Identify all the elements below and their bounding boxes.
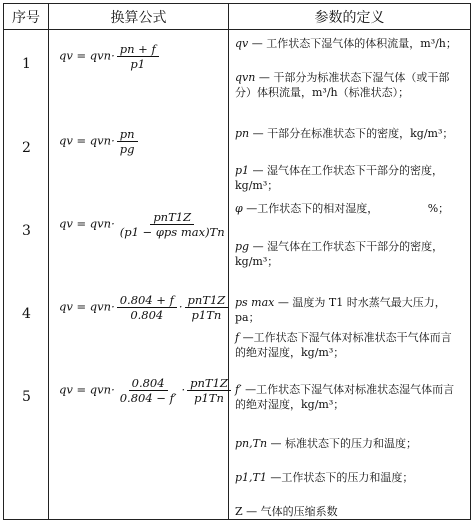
numerator-2: pnT1Z xyxy=(185,293,229,308)
definition-text: — 标准状态下的压力和温度； xyxy=(267,437,418,450)
definition-item xyxy=(235,382,462,412)
row-index: 2 xyxy=(22,140,31,156)
formula-lhs: qv = qvn· xyxy=(59,299,115,314)
definition-text: — 气体的压缩系数 xyxy=(242,505,338,518)
numerator: pn xyxy=(117,127,138,142)
definition-text: — 工作状态下湿气体的体积流量，m³/h； xyxy=(248,37,457,50)
formula-2 xyxy=(59,127,140,156)
header-index: 序号 xyxy=(4,4,49,30)
row-index: 1 xyxy=(22,56,31,72)
formula-1 xyxy=(59,42,161,71)
denominator-2: p1Tn xyxy=(194,391,224,405)
symbol: qv xyxy=(235,37,249,50)
definition-text: —工作状态下的压力和温度； xyxy=(266,471,414,484)
header-row xyxy=(4,4,471,30)
formula-lhs: qv = qvn· xyxy=(59,48,115,63)
numerator: 0.804 xyxy=(129,376,168,391)
symbol: ps max xyxy=(235,296,275,309)
definition-column xyxy=(229,30,471,520)
definition-text: — 湿气体在工作状态下干部分的密度，kg/m³； xyxy=(235,240,444,268)
definition-item xyxy=(235,36,462,51)
symbol: p1 xyxy=(235,164,250,177)
definition-text: — 干部分为标准状态下湿气体（或干部分）体积流量，m³/h（标准状态）； xyxy=(235,71,450,99)
body-row xyxy=(4,30,471,520)
index-column xyxy=(4,30,49,520)
symbol: φ xyxy=(235,202,243,215)
row-index: 3 xyxy=(22,223,31,239)
definition-item xyxy=(235,330,462,360)
denominator-2: p1Tn xyxy=(191,308,222,322)
symbol: pn xyxy=(235,127,250,140)
header-definition: 参数的定义 xyxy=(229,4,471,30)
denominator: 0.804 xyxy=(130,308,164,322)
definition-item xyxy=(235,70,462,100)
conversion-table xyxy=(3,3,471,520)
formula-lhs: qv = qvn· xyxy=(59,133,115,148)
definition-item xyxy=(235,295,462,325)
formula-3 xyxy=(59,210,230,239)
numerator: pnT1Z xyxy=(150,210,194,225)
numerator: 0.804 + f xyxy=(117,293,177,308)
definition-text: —工作状态下湿气体对标准状态湿气体而言的绝对湿度，kg/m³； xyxy=(235,383,455,411)
definition-item xyxy=(235,201,462,216)
definition-text: —工作状态下湿气体对标准状态干气体而言的绝对湿度，kg/m³； xyxy=(235,331,452,359)
denominator: p1 xyxy=(130,57,146,71)
formula-lhs: qv = qvn· xyxy=(59,382,115,397)
definition-text: — 湿气体在工作状态下干部分的密度，kg/m³； xyxy=(235,164,444,192)
symbol: Z xyxy=(235,505,243,518)
formula-column xyxy=(49,30,229,520)
row-index: 5 xyxy=(22,389,31,405)
symbol: f xyxy=(235,331,240,344)
symbol: pg xyxy=(235,240,250,253)
definition-item xyxy=(235,163,462,193)
numerator: pn + f xyxy=(117,42,159,57)
definition-item xyxy=(235,239,462,269)
definition-item xyxy=(235,126,462,141)
definition-text: — 干部分在标准状态下的密度，kg/m³； xyxy=(249,127,454,140)
row-index: 4 xyxy=(22,306,31,322)
symbol: qvn xyxy=(235,71,256,84)
denominator: pg xyxy=(119,142,135,156)
definition-item xyxy=(235,436,462,451)
definition-text: —工作状态下的相对湿度， %； xyxy=(242,202,450,215)
symbol: pn,Tn xyxy=(235,437,268,450)
symbol: f′ xyxy=(235,383,242,396)
definition-item xyxy=(235,470,462,485)
definition-text: — 温度为 T1 时水蒸气最大压力，pa； xyxy=(235,296,446,324)
symbol: p1,T1 xyxy=(235,471,267,484)
formula-4: qv = qvn· $\frac{0.804 + f}{0.804}$ · $\frac{\text{pnT1Z}}{p1Tn}$ xyxy=(59,293,230,322)
header-formula: 换算公式 xyxy=(49,4,229,30)
formula-lhs: qv = qvn· xyxy=(59,216,115,231)
denominator: 0.804 − f′ xyxy=(119,391,177,405)
denominator: (p1 − φps max)Tn xyxy=(119,225,225,239)
numerator-2: pnT1Z xyxy=(187,376,231,391)
definition-item xyxy=(235,504,462,519)
formula-5: qv = qvn· $\frac{0.804}{0.804 - f'}$ · $\frac{\text{pnT1Z}}{p1Tn}$ xyxy=(59,376,233,405)
